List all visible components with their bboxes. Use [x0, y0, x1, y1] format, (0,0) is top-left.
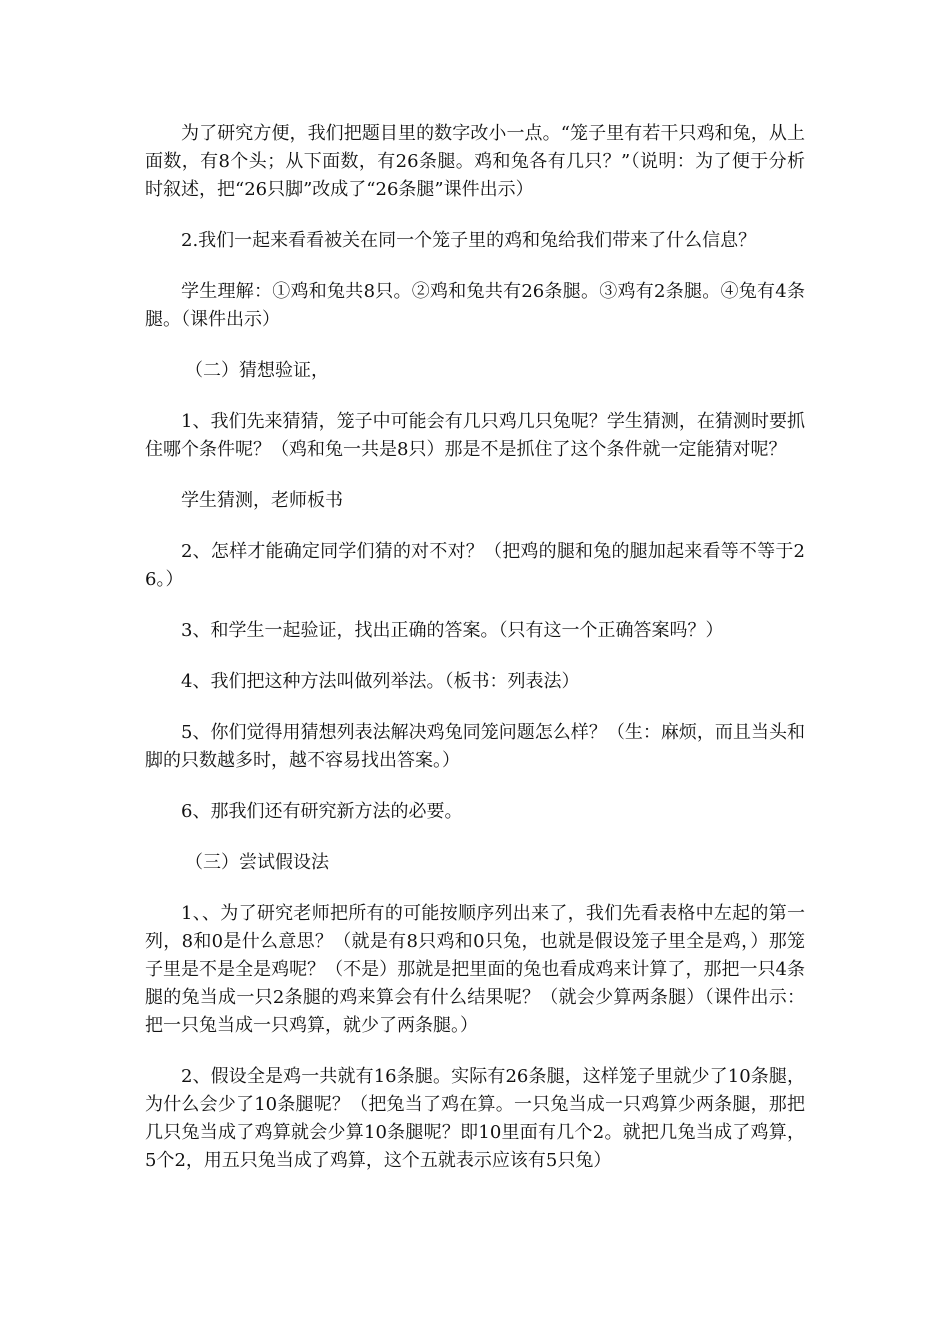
- section-heading-guess-verify: （二）猜想验证，: [185, 360, 329, 381]
- paragraph-student-guess: 学生猜测，老师板书: [181, 490, 343, 511]
- paragraph-guess-step-2: 2、怎样才能确定同学们猜的对不对？（把鸡的腿和兔的腿加起来看等不等于26。）: [145, 541, 805, 590]
- paragraph-assume-step-1: 1、、为了研究老师把所有的可能按顺序列出来了，我们先看表格中左起的第一列，8和0是什么意思？（就是有8只鸡和0只兔，也就是假设笼子里全是鸡，）那笼子里是不是全是鸡呢？（不是）那就是把里面的兔也看成鸡来计算了，那把一只4条腿的兔当成一只2条腿的鸡来算会有什么结果呢？（就会少算两条腿）（课件出示：把一只兔当成一只鸡算，就少了两条腿。）: [145, 903, 805, 1036]
- paragraph-guess-step-6: 6、那我们还有研究新方法的必要。: [181, 801, 463, 822]
- paragraph-assume-step-2: 2、假设全是鸡一共就有16条腿。实际有26条腿，这样笼子里就少了10条腿，为什么会少了10条腿呢？（把兔当了鸡在算。一只兔当成一只鸡算少两条腿，那把几只兔当成了鸡算就会少算10条腿呢？即10里面有几个2。就把几兔当成了鸡算，5个2，用五只兔当成了鸡算，这个五就表示应该有5只兔）: [145, 1066, 805, 1171]
- paragraph-question-info: 2.我们一起来看看被关在同一个笼子里的鸡和兔给我们带来了什么信息？: [181, 230, 757, 251]
- paragraph-guess-step-5: 5、你们觉得用猜想列表法解决鸡兔同笼问题怎么样？（生：麻烦，而且当头和脚的只数越多时，越不容易找出答案。）: [145, 722, 805, 771]
- paragraph-guess-step-4: 4、我们把这种方法叫做列举法。（板书：列表法）: [181, 671, 580, 692]
- document-body: [145, 120, 805, 1198]
- paragraph-guess-step-3: 3、和学生一起验证，找出正确的答案。（只有这一个正确答案吗？）: [181, 620, 724, 641]
- paragraph-guess-step-1: 1、我们先来猜猜，笼子中可能会有几只鸡几只兔呢？学生猜测，在猜测时要抓住哪个条件呢？（鸡和兔一共是8只）那是不是抓住了这个条件就一定能猜对呢？: [145, 411, 805, 460]
- paragraph-student-understanding: 学生理解：①鸡和兔共8只。②鸡和兔共有26条腿。③鸡有2条腿。④兔有4条腿。（课件出示）: [145, 281, 805, 330]
- paragraph-intro: 为了研究方便，我们把题目里的数字改小一点。“笼子里有若干只鸡和兔，从上面数，有8个头；从下面数，有26条腿。鸡和兔各有几只？”（说明：为了便于分析时叙述，把“26只脚”改成了“26条腿”课件出示）: [145, 123, 805, 200]
- section-heading-assumption-method: （三）尝试假设法: [185, 852, 329, 873]
